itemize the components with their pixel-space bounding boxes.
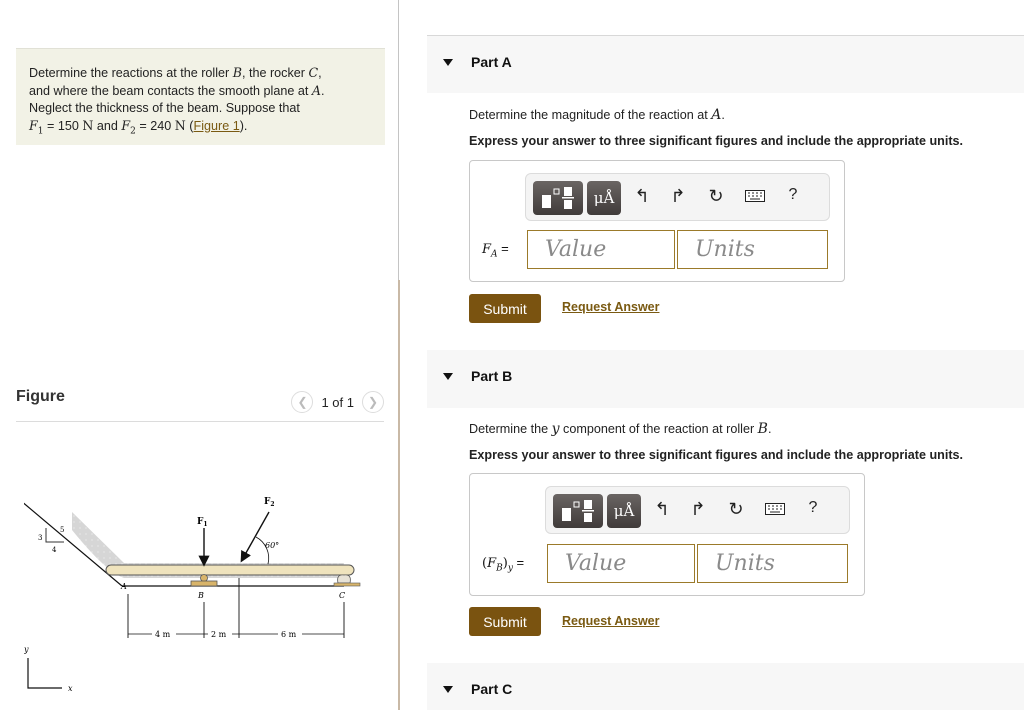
part-a-answer-box bbox=[469, 160, 845, 282]
part-a-header[interactable] bbox=[427, 35, 1024, 93]
part-b-value-input[interactable]: Value bbox=[547, 544, 695, 583]
axis-y-label: y bbox=[24, 645, 29, 654]
f2-arrow bbox=[242, 512, 269, 560]
problem-text: ). bbox=[239, 119, 248, 133]
part-b-instruction: Express your answer to three significant figures and include the appropriate units. bbox=[469, 448, 964, 462]
help-button[interactable]: ? bbox=[808, 499, 818, 516]
part-c-title: Part C bbox=[471, 681, 513, 697]
templates-button[interactable] bbox=[553, 494, 603, 528]
f2-subscript: 2 bbox=[130, 126, 136, 137]
templates-icon bbox=[559, 499, 597, 523]
left-pane bbox=[0, 0, 398, 710]
redo-icon[interactable]: ↱ bbox=[690, 499, 706, 519]
eq-paren: ) bbox=[502, 556, 508, 571]
f1-unit: N bbox=[82, 118, 94, 133]
f1-subscript: 1 bbox=[37, 126, 44, 137]
axis-x-label: x bbox=[68, 684, 73, 693]
eq-sign: = bbox=[512, 555, 525, 570]
part-b-answer-box bbox=[469, 473, 865, 596]
part-c-header[interactable] bbox=[427, 663, 1024, 710]
slope-4: 4 bbox=[52, 546, 57, 554]
part-a-instruction: Express your answer to three significant figures and include the appropriate units. bbox=[469, 134, 964, 148]
var-c: C bbox=[308, 65, 319, 80]
figure-title: Figure bbox=[16, 388, 65, 405]
eq-sign: = bbox=[497, 241, 509, 256]
part-a-submit-button[interactable]: Submit bbox=[469, 294, 541, 323]
templates-icon bbox=[539, 186, 577, 210]
question-text: component of the reaction at roller bbox=[559, 422, 758, 436]
f2-value: = 240 bbox=[135, 119, 175, 133]
problem-text: and where the beam contacts the smooth plane at bbox=[29, 84, 312, 98]
keyboard-icon bbox=[765, 503, 785, 515]
question-text: . bbox=[721, 108, 725, 122]
f1-value: = 150 bbox=[43, 119, 83, 133]
rocker-c bbox=[338, 575, 351, 583]
part-b-title: Part B bbox=[471, 368, 513, 384]
undo-icon[interactable]: ↰ bbox=[654, 499, 670, 519]
figure-header bbox=[16, 386, 384, 422]
figure-pager bbox=[291, 391, 384, 413]
keyboard-button[interactable] bbox=[763, 499, 787, 520]
reset-icon[interactable]: ↻ bbox=[728, 499, 744, 519]
part-a-eq-label bbox=[482, 241, 509, 260]
help-button[interactable]: ? bbox=[788, 186, 798, 203]
pane-resize-handle[interactable] bbox=[398, 280, 400, 710]
beam bbox=[106, 565, 354, 575]
f1-symbol: F bbox=[29, 118, 38, 133]
caret-down-icon bbox=[443, 373, 453, 380]
roller-b bbox=[201, 575, 208, 582]
pager-text: 1 of 1 bbox=[321, 394, 354, 410]
caret-down-icon bbox=[443, 686, 453, 693]
part-b-question bbox=[469, 421, 771, 437]
question-text: . bbox=[767, 422, 772, 436]
chevron-left-icon: ❮ bbox=[297, 395, 308, 409]
part-a-title: Part A bbox=[471, 54, 512, 70]
f2-unit: N bbox=[174, 118, 186, 133]
eq-subscript: B bbox=[496, 563, 503, 574]
beam-figure bbox=[24, 490, 374, 700]
caret-down-icon bbox=[443, 59, 453, 66]
label-b: B bbox=[198, 591, 204, 600]
reset-icon[interactable]: ↻ bbox=[708, 186, 724, 206]
redo-icon[interactable]: ↱ bbox=[670, 186, 686, 206]
question-text: Determine the magnitude of the reaction at bbox=[469, 108, 712, 122]
part-b-toolbar bbox=[545, 486, 850, 534]
f2-label: $F_2$ bbox=[264, 497, 275, 508]
figure-link[interactable]: Figure 1 bbox=[193, 119, 240, 133]
eq-subscript: A bbox=[491, 249, 498, 260]
f2-symbol: F bbox=[121, 118, 131, 133]
part-b-eq-label bbox=[482, 555, 524, 574]
part-a-value-input[interactable]: Value bbox=[527, 230, 675, 269]
units-button[interactable]: μÅ bbox=[607, 494, 641, 528]
problem-text: ( bbox=[185, 119, 194, 133]
slope-5: 5 bbox=[60, 526, 65, 534]
units-button[interactable]: μÅ bbox=[587, 181, 621, 215]
question-text: Determine the bbox=[469, 422, 552, 436]
pane-divider bbox=[398, 0, 399, 280]
angle-label: 60° bbox=[265, 541, 280, 550]
dim-4m: 4 m bbox=[155, 630, 171, 639]
problem-statement bbox=[16, 48, 385, 145]
slope-3: 3 bbox=[38, 534, 43, 542]
label-a: A bbox=[121, 582, 127, 591]
dim-2m: 2 m bbox=[211, 630, 227, 639]
templates-button[interactable] bbox=[533, 181, 583, 215]
part-b-units-input[interactable]: Units bbox=[697, 544, 848, 583]
part-b-header[interactable] bbox=[427, 350, 1024, 408]
problem-text: , bbox=[318, 66, 322, 80]
keyboard-button[interactable] bbox=[743, 186, 767, 207]
problem-text: Determine the reactions at the roller bbox=[29, 66, 233, 80]
var-y: y bbox=[551, 421, 560, 437]
next-figure-button[interactable] bbox=[362, 391, 384, 413]
dim-6m: 6 m bbox=[281, 630, 297, 639]
var-a: A bbox=[711, 107, 722, 123]
var-b: B bbox=[232, 65, 242, 80]
eq-y-subscript: y bbox=[507, 563, 513, 574]
problem-text: and bbox=[93, 119, 122, 133]
part-a-units-input[interactable]: Units bbox=[677, 230, 828, 269]
part-b-request-answer-link[interactable]: Request Answer bbox=[562, 614, 660, 628]
problem-text: . bbox=[320, 84, 325, 98]
label-c: C bbox=[339, 591, 346, 600]
undo-icon[interactable]: ↰ bbox=[634, 186, 650, 206]
var-b: B bbox=[757, 421, 768, 437]
eq-paren: ( bbox=[482, 556, 488, 571]
eq-symbol: F bbox=[487, 556, 497, 571]
prev-figure-button[interactable] bbox=[291, 391, 313, 413]
eq-symbol: F bbox=[482, 242, 492, 257]
part-b-submit-button[interactable]: Submit bbox=[469, 607, 541, 636]
part-a-toolbar bbox=[525, 173, 830, 221]
axes-icon bbox=[28, 658, 62, 688]
part-a-question bbox=[469, 107, 725, 123]
problem-text: , the rocker bbox=[241, 66, 309, 80]
chevron-right-icon: ❯ bbox=[367, 395, 379, 409]
keyboard-icon bbox=[745, 190, 765, 202]
f1-label: $F_1$ bbox=[197, 517, 208, 528]
problem-text: Neglect the thickness of the beam. Suppose that bbox=[29, 101, 300, 115]
var-a: A bbox=[311, 83, 321, 98]
part-a-request-answer-link[interactable]: Request Answer bbox=[562, 300, 660, 314]
